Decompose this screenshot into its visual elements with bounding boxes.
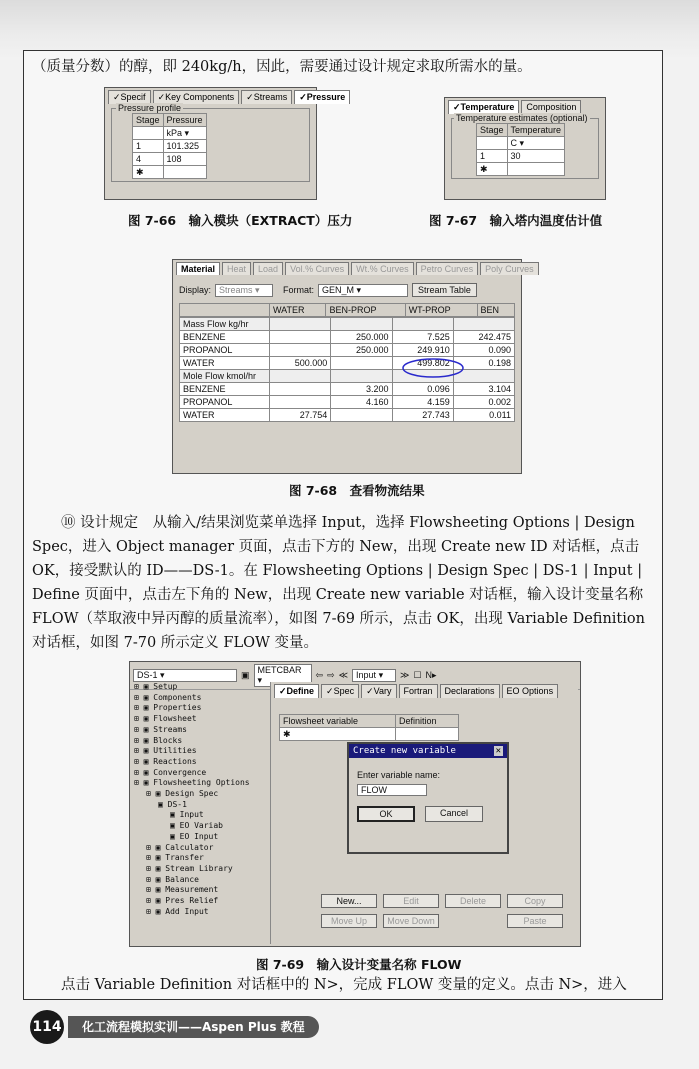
- table-cell[interactable]: [331, 318, 392, 331]
- tree-item[interactable]: [134, 843, 262, 854]
- folder-icon: ⊞ ▣: [146, 842, 166, 852]
- folder-icon: ⊞ ▣: [146, 896, 166, 906]
- tab-vary[interactable]: ✓Vary: [361, 684, 396, 698]
- tree-item[interactable]: [134, 725, 262, 736]
- page-number: 114: [30, 1010, 64, 1044]
- table-cell[interactable]: 4.159: [392, 396, 453, 409]
- display-select[interactable]: Streams ▾: [215, 284, 273, 297]
- display-label: Display:: [179, 285, 212, 295]
- create-variable-dialog: [347, 742, 509, 854]
- table-cell[interactable]: [331, 357, 392, 370]
- folder-icon: ⊞ ▣: [134, 714, 154, 724]
- table-row: [180, 344, 515, 357]
- col-wt-prop[interactable]: WT-PROP: [405, 304, 477, 317]
- tab-specs[interactable]: ✓Specif: [108, 90, 151, 104]
- col-stage: Stage: [477, 124, 508, 137]
- table-cell[interactable]: 0.090: [453, 344, 514, 357]
- tree-item-label: Reactions: [153, 756, 197, 766]
- table-cell[interactable]: 242.475: [453, 331, 514, 344]
- folder-icon: ⊞ ▣: [134, 756, 154, 766]
- col-pressure: Pressure: [163, 114, 206, 127]
- move-up-button[interactable]: Move Up: [321, 914, 377, 928]
- table-cell[interactable]: 30: [507, 150, 565, 163]
- table-cell[interactable]: [270, 396, 331, 409]
- tab-composition[interactable]: Composition: [521, 100, 581, 114]
- table-cell[interactable]: 499.802: [392, 357, 453, 370]
- fig68-toolbar: [179, 283, 515, 297]
- tree-item-label: EO Variab: [179, 821, 223, 831]
- tab-key-components[interactable]: ✓Key Components: [153, 90, 240, 104]
- id-select[interactable]: DS-1 ▾: [133, 669, 237, 682]
- table-cell[interactable]: Mole Flow kmol/hr: [180, 370, 270, 383]
- col-definition: Definition: [396, 715, 459, 728]
- tree-item[interactable]: [134, 832, 262, 843]
- tree-item[interactable]: [134, 682, 262, 693]
- folder-icon: ⊞ ▣: [146, 885, 166, 895]
- cancel-button[interactable]: Cancel: [425, 806, 483, 822]
- fig66-window: [104, 87, 346, 200]
- new-button[interactable]: New...: [321, 894, 377, 908]
- paste-button[interactable]: Paste: [507, 914, 563, 928]
- table-cell[interactable]: BENZENE: [180, 331, 270, 344]
- tree-item[interactable]: [134, 907, 262, 918]
- tree-item-label: Pres Relief: [165, 896, 219, 906]
- tree-item-label: Flowsheet: [153, 714, 197, 724]
- folder-icon: ⊞ ▣: [134, 778, 154, 788]
- tab-pressure[interactable]: ✓Pressure: [294, 90, 350, 104]
- table-row: [180, 396, 515, 409]
- tree-item[interactable]: [134, 746, 262, 757]
- new-row-marker[interactable]: ✱: [280, 728, 396, 741]
- folder-icon: ⊞ ▣: [134, 692, 154, 702]
- table-row: [180, 409, 515, 422]
- table-cell[interactable]: PROPANOL: [180, 344, 270, 357]
- table-cell[interactable]: 0.096: [392, 383, 453, 396]
- units-select[interactable]: METCBAR ▾: [254, 664, 312, 687]
- tree-item[interactable]: [134, 789, 262, 800]
- tab-poly-curves[interactable]: Poly Curves: [480, 262, 539, 275]
- new-row-marker[interactable]: ✱: [133, 166, 164, 179]
- dialog-label: Enter variable name:: [357, 770, 441, 780]
- tree-item[interactable]: [134, 800, 262, 811]
- stream-results-table: [179, 303, 515, 317]
- edit-button[interactable]: Edit: [383, 894, 439, 908]
- tab-load[interactable]: Load: [253, 262, 283, 275]
- bottom-buttons-row1: [321, 894, 563, 908]
- fig67-tabs: [445, 98, 605, 114]
- intro-paragraph: （质量分数）的醇，即 240kg/h，因此，需要通过设计规定求取所需水的量。: [32, 59, 532, 75]
- table-cell[interactable]: 1: [133, 140, 164, 153]
- format-select[interactable]: GEN_M ▾: [318, 284, 408, 297]
- fig66-caption: 图 7-66 输入模块（EXTRACT）压力: [128, 213, 353, 228]
- tree-item-label: Components: [153, 692, 202, 702]
- tree-item[interactable]: [134, 693, 262, 704]
- folder-icon[interactable]: ▣: [241, 670, 250, 680]
- tree-item[interactable]: [134, 864, 262, 875]
- table-cell[interactable]: Mass Flow kg/hr: [180, 318, 270, 331]
- table-cell[interactable]: 27.743: [392, 409, 453, 422]
- tree-item-label: Add Input: [165, 906, 209, 916]
- move-down-button[interactable]: Move Down: [383, 914, 439, 928]
- table-cell[interactable]: 3.104: [453, 383, 514, 396]
- fig68-caption: 图 7-68 查看物流结果: [289, 483, 425, 498]
- bottom-buttons-row2: [321, 914, 563, 928]
- format-label: Format:: [283, 285, 315, 295]
- tree-item-label: Stream Library: [165, 863, 233, 873]
- col-water[interactable]: WATER: [270, 304, 326, 317]
- ok-button[interactable]: OK: [357, 806, 415, 822]
- unit-select[interactable]: kPa ▾: [163, 127, 206, 140]
- navigation-tree: [134, 682, 262, 917]
- variable-name-input[interactable]: FLOW: [357, 784, 427, 796]
- object-manager-icon[interactable]: ☐: [413, 670, 422, 680]
- tree-item[interactable]: [134, 778, 262, 789]
- tree-item-label: DS-1: [167, 799, 187, 809]
- tab-wt-curves[interactable]: Wt.% Curves: [351, 262, 414, 275]
- tree-item[interactable]: [134, 703, 262, 714]
- dialog-titlebar: [349, 744, 507, 758]
- tree-item-label: Convergence: [153, 767, 207, 777]
- back-icon[interactable]: ⇦: [315, 670, 324, 680]
- variable-grid: [279, 714, 459, 741]
- tree-item[interactable]: [134, 757, 262, 768]
- tree-item[interactable]: [134, 810, 262, 821]
- prev-icon[interactable]: ≪: [338, 670, 349, 680]
- table-cell[interactable]: [270, 383, 331, 396]
- fig67-caption: 图 7-67 输入塔内温度估计值: [429, 213, 603, 228]
- table-row: [180, 331, 515, 344]
- folder-icon: ⊞ ▣: [134, 703, 154, 713]
- table-cell[interactable]: 27.754: [270, 409, 331, 422]
- table-cell[interactable]: 0.002: [453, 396, 514, 409]
- mode-select[interactable]: Input ▾: [352, 669, 396, 682]
- tab-eo-options[interactable]: EO Options: [502, 684, 559, 698]
- table-cell[interactable]: 7.525: [392, 331, 453, 344]
- tree-item-label: Balance: [165, 874, 199, 884]
- col-stage: Stage: [133, 114, 164, 127]
- table-cell[interactable]: 101.325: [163, 140, 206, 153]
- table-cell[interactable]: PROPANOL: [180, 396, 270, 409]
- table-cell[interactable]: 500.000: [270, 357, 331, 370]
- fig68-tabs: [173, 260, 534, 275]
- folder-icon: ⊞ ▣: [134, 735, 154, 745]
- tab-heat[interactable]: Heat: [222, 262, 251, 275]
- tree-item-label: Input: [179, 810, 204, 820]
- table-cell[interactable]: 4.160: [331, 396, 392, 409]
- fig69-tabs: [271, 682, 578, 698]
- folder-icon: ▣: [170, 810, 180, 820]
- tree-item-label: Flowsheeting Options: [153, 778, 250, 788]
- tree-item[interactable]: [134, 875, 262, 886]
- folder-icon: ⊞ ▣: [146, 863, 166, 873]
- folder-icon: ⊞ ▣: [146, 874, 166, 884]
- table-cell[interactable]: 108: [163, 153, 206, 166]
- pressure-table: [132, 113, 207, 179]
- folder-icon: ▣: [170, 821, 180, 831]
- next-step-icon[interactable]: N▸: [425, 670, 437, 680]
- fig69-caption: 图 7-69 输入设计变量名称 FLOW: [256, 957, 462, 972]
- new-row-marker[interactable]: ✱: [477, 163, 508, 176]
- tab-spec[interactable]: ✓Spec: [321, 684, 359, 698]
- tab-declarations[interactable]: Declarations: [440, 684, 500, 698]
- delete-button[interactable]: Delete: [445, 894, 501, 908]
- folder-icon: ⊞ ▣: [146, 789, 166, 799]
- fig66-group-label: Pressure profile: [118, 103, 182, 113]
- fig67-groupbox: [451, 113, 599, 179]
- table-cell[interactable]: [270, 344, 331, 357]
- stream-table-button[interactable]: Stream Table: [412, 283, 477, 297]
- folder-icon: ⊞ ▣: [134, 767, 154, 777]
- table-cell[interactable]: 0.198: [453, 357, 514, 370]
- tree-item[interactable]: [134, 768, 262, 779]
- content-frame: [23, 50, 663, 1000]
- dialog-title: Create new variable: [353, 746, 456, 756]
- table-cell[interactable]: 0.011: [453, 409, 514, 422]
- tab-temperature[interactable]: ✓Temperature: [448, 100, 519, 114]
- tree-item[interactable]: [134, 821, 262, 832]
- folder-icon: ⊞ ▣: [146, 906, 166, 916]
- fig66-groupbox: [111, 103, 310, 182]
- col-temperature: Temperature: [507, 124, 565, 137]
- col-ben-prop[interactable]: BEN-PROP: [326, 304, 405, 317]
- fig69-window: [129, 661, 581, 947]
- folder-icon: ⊞ ▣: [134, 682, 154, 691]
- tree-item-label: Transfer: [165, 853, 204, 863]
- highlight-circle: [401, 357, 465, 379]
- table-cell[interactable]: WATER: [180, 409, 270, 422]
- folder-icon: ▣: [158, 799, 168, 809]
- table-cell[interactable]: 249.910: [392, 344, 453, 357]
- fig66-tabs: [105, 88, 346, 104]
- tree-item-label: Properties: [153, 703, 202, 713]
- folder-icon: ⊞ ▣: [134, 746, 154, 756]
- table-cell[interactable]: BENZENE: [180, 383, 270, 396]
- tree-item-label: Design Spec: [165, 789, 219, 799]
- table-cell[interactable]: [270, 370, 331, 383]
- tree-item-label: Measurement: [165, 885, 219, 895]
- tree-item-label: Blocks: [153, 735, 183, 745]
- table-cell[interactable]: [453, 318, 514, 331]
- table-cell[interactable]: 4: [133, 153, 164, 166]
- define-pane: [270, 682, 578, 944]
- folder-icon: ▣: [170, 831, 180, 841]
- fig67-group-label: Temperature estimates (optional): [456, 113, 588, 123]
- unit-select[interactable]: C ▾: [507, 137, 565, 150]
- table-row: [180, 383, 515, 396]
- step10-paragraph: ⑩ 设计规定 从输入/结果浏览菜单选择 Input，选择 Flowsheeting Options | Design Spec，进入 Object manager 页面，点击下方的 New，出现 Create new ID 对话框，点击 OK，接受默认的 ID——DS-1。在 Flowsheeting Options | Design Spec | DS-1 | Input | Define 页面中，点击左下角的 New，出现 Create new variable 对话框，输入设计变量名称 FLOW（萃取液中异丙醇的质量流率），如图 7-69 所示，点击 OK，出现 Variable Definition 对话框，如图 7-70 所示定义 FLOW 变量。: [32, 515, 645, 651]
- forward-icon[interactable]: ⇨: [327, 670, 335, 680]
- tab-vol-curves[interactable]: Vol.% Curves: [285, 262, 349, 275]
- tree-item-label: EO Input: [179, 831, 219, 841]
- table-cell[interactable]: 3.200: [331, 383, 392, 396]
- col-ben[interactable]: BEN: [477, 304, 514, 317]
- tab-material[interactable]: Material: [176, 262, 220, 275]
- fig67-window: [444, 97, 606, 200]
- tab-streams[interactable]: ✓Streams: [241, 90, 292, 104]
- last-line: 点击 Variable Definition 对话框中的 N>，完成 FLOW 变量的定义。点击 N>，进入: [61, 977, 627, 993]
- table-cell[interactable]: [392, 318, 453, 331]
- table-cell[interactable]: [331, 370, 392, 383]
- tab-define[interactable]: ✓Define: [274, 684, 319, 698]
- tab-fortran[interactable]: Fortran: [399, 684, 438, 698]
- tree-item-label: Setup: [153, 682, 178, 691]
- tree-item[interactable]: [134, 736, 262, 747]
- tree-item-label: Streams: [153, 724, 187, 734]
- table-cell[interactable]: [270, 331, 331, 344]
- book-title: 化工流程模拟实训——Aspen Plus 教程: [68, 1016, 319, 1038]
- table-cell[interactable]: WATER: [180, 357, 270, 370]
- next-icon[interactable]: ≫: [400, 670, 410, 680]
- table-cell[interactable]: [331, 409, 392, 422]
- fig68-window: [172, 259, 534, 474]
- tree-item-label: Calculator: [165, 842, 214, 852]
- table-cell[interactable]: 1: [477, 150, 508, 163]
- table-cell[interactable]: 250.000: [331, 331, 392, 344]
- tree-item-label: Utilities: [153, 746, 197, 756]
- tree-item[interactable]: [134, 896, 262, 907]
- table-cell[interactable]: 250.000: [331, 344, 392, 357]
- close-icon[interactable]: ✕: [495, 746, 501, 756]
- folder-icon: ⊞ ▣: [134, 724, 154, 734]
- table-row: [180, 318, 515, 331]
- copy-button[interactable]: Copy: [507, 894, 563, 908]
- tree-item[interactable]: [134, 885, 262, 896]
- tree-item[interactable]: [134, 714, 262, 725]
- table-cell[interactable]: [270, 318, 331, 331]
- col-flowsheet-variable: Flowsheet variable: [280, 715, 396, 728]
- tab-petro-curves[interactable]: Petro Curves: [416, 262, 479, 275]
- tree-item[interactable]: [134, 853, 262, 864]
- temperature-table: [476, 123, 565, 176]
- folder-icon: ⊞ ▣: [146, 853, 166, 863]
